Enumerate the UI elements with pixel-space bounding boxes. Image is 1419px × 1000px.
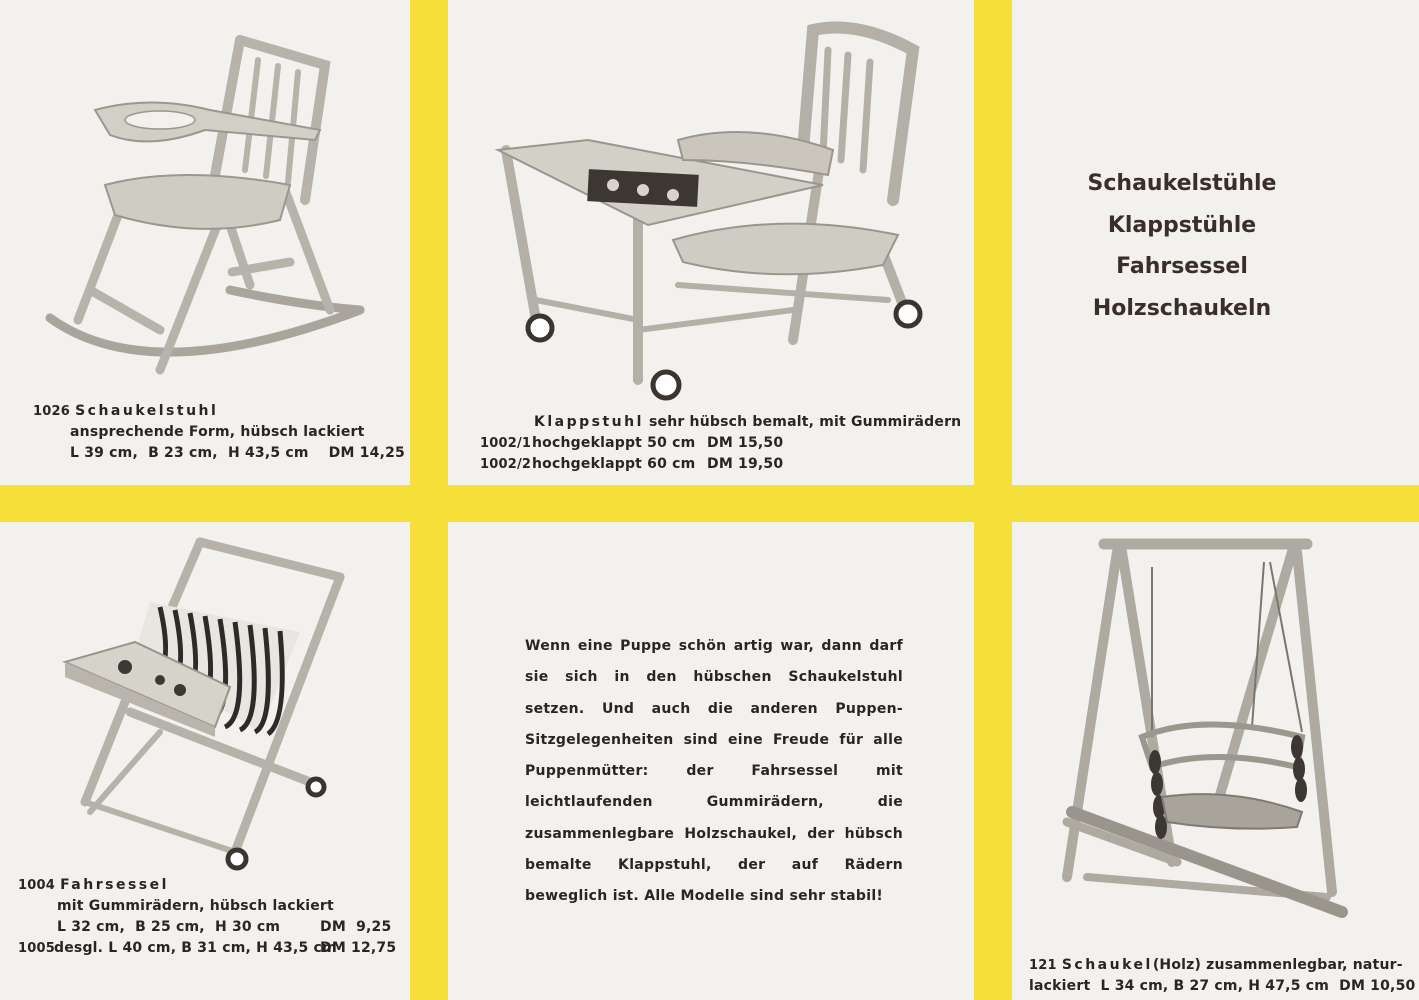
panel-schaukel bbox=[1012, 522, 1419, 1000]
variant-description: hochgeklappt 50 cm bbox=[532, 435, 696, 451]
variant-price: DM 12,75 bbox=[320, 940, 397, 956]
heading-line: Schaukelstühle bbox=[1087, 171, 1277, 196]
variant-number: 1002/2 bbox=[480, 457, 532, 472]
panel-fahrsessel bbox=[0, 522, 410, 1000]
panel-intro bbox=[448, 522, 974, 1000]
variant-description: hochgeklappt 60 cm bbox=[532, 456, 696, 472]
klappstuhl-caption bbox=[480, 412, 961, 475]
product-description: sehr hübsch bemalt, mit Gummirädern bbox=[648, 414, 962, 430]
heading-line: Fahrsessel bbox=[1116, 254, 1248, 279]
fahrsessel-illustration bbox=[0, 522, 410, 872]
variant-price: DM 19,50 bbox=[707, 456, 784, 472]
heading-line: Holzschaukeln bbox=[1092, 295, 1272, 321]
panel-schaukelstuhl bbox=[0, 0, 410, 485]
fahrsessel-caption bbox=[18, 875, 396, 959]
product-dimensions: L 32 cm, B 25 cm, H 30 cm bbox=[57, 919, 281, 935]
product-description: ansprechende Form, hübsch lackiert bbox=[70, 424, 365, 440]
product-dimensions: L 39 cm, B 23 cm, H 43,5 cm bbox=[70, 445, 309, 461]
folding-chair-illustration bbox=[448, 0, 974, 410]
variant-number: 1002/1 bbox=[480, 436, 532, 451]
product-price: DM 14,25 bbox=[328, 445, 405, 461]
product-name: Schaukel bbox=[1061, 957, 1153, 973]
product-description: mit Gummirädern, hübsch lackiert bbox=[57, 898, 334, 914]
schaukelstuhl-caption bbox=[33, 401, 405, 464]
product-name: Klappstuhl bbox=[534, 414, 644, 430]
wooden-swing-illustration bbox=[1012, 522, 1419, 942]
variant-price: DM 15,50 bbox=[707, 435, 784, 451]
rocking-chair-illustration bbox=[0, 0, 410, 400]
variant-description: desgl. L 40 cm, B 31 cm, H 43,5 cm bbox=[54, 940, 337, 956]
product-dimensions-price: lackiert L 34 cm, B 27 cm, H 47,5 cm DM 10,50 bbox=[1029, 978, 1416, 994]
product-price: DM 9,25 bbox=[320, 919, 392, 935]
intro-text: Wenn eine Puppe schön artig war, dann darf sie sich in den hübschen Schaukelstuhl setzen. Und auch die anderen Puppen-Sitzgelegenheiten sind eine Freude für alle Puppenmütter: der Fahrsessel mit leichtlaufenden Gummirädern, die zusammenlegbare Holzschaukel, der hübsch bemalte Klappstuhl, der auf Rädern beweglich ist. Alle Modelle sind sehr stabil! bbox=[525, 638, 903, 905]
product-name: Schaukelstuhl bbox=[75, 403, 219, 419]
panel-heading bbox=[1012, 0, 1419, 485]
product-description: (Holz) zusammenlegbar, natur- bbox=[1152, 957, 1403, 973]
product-number: 121 bbox=[1029, 958, 1057, 973]
schaukel-caption bbox=[1029, 955, 1415, 997]
heading-line: Klappstühle bbox=[1107, 212, 1257, 238]
panel-klappstuhl bbox=[448, 0, 974, 485]
variant-number: 1005 bbox=[18, 941, 55, 956]
product-number: 1004 bbox=[18, 878, 55, 893]
product-name: Fahrsessel bbox=[60, 877, 169, 893]
product-number: 1026 bbox=[33, 404, 70, 419]
category-heading bbox=[1012, 163, 1352, 329]
